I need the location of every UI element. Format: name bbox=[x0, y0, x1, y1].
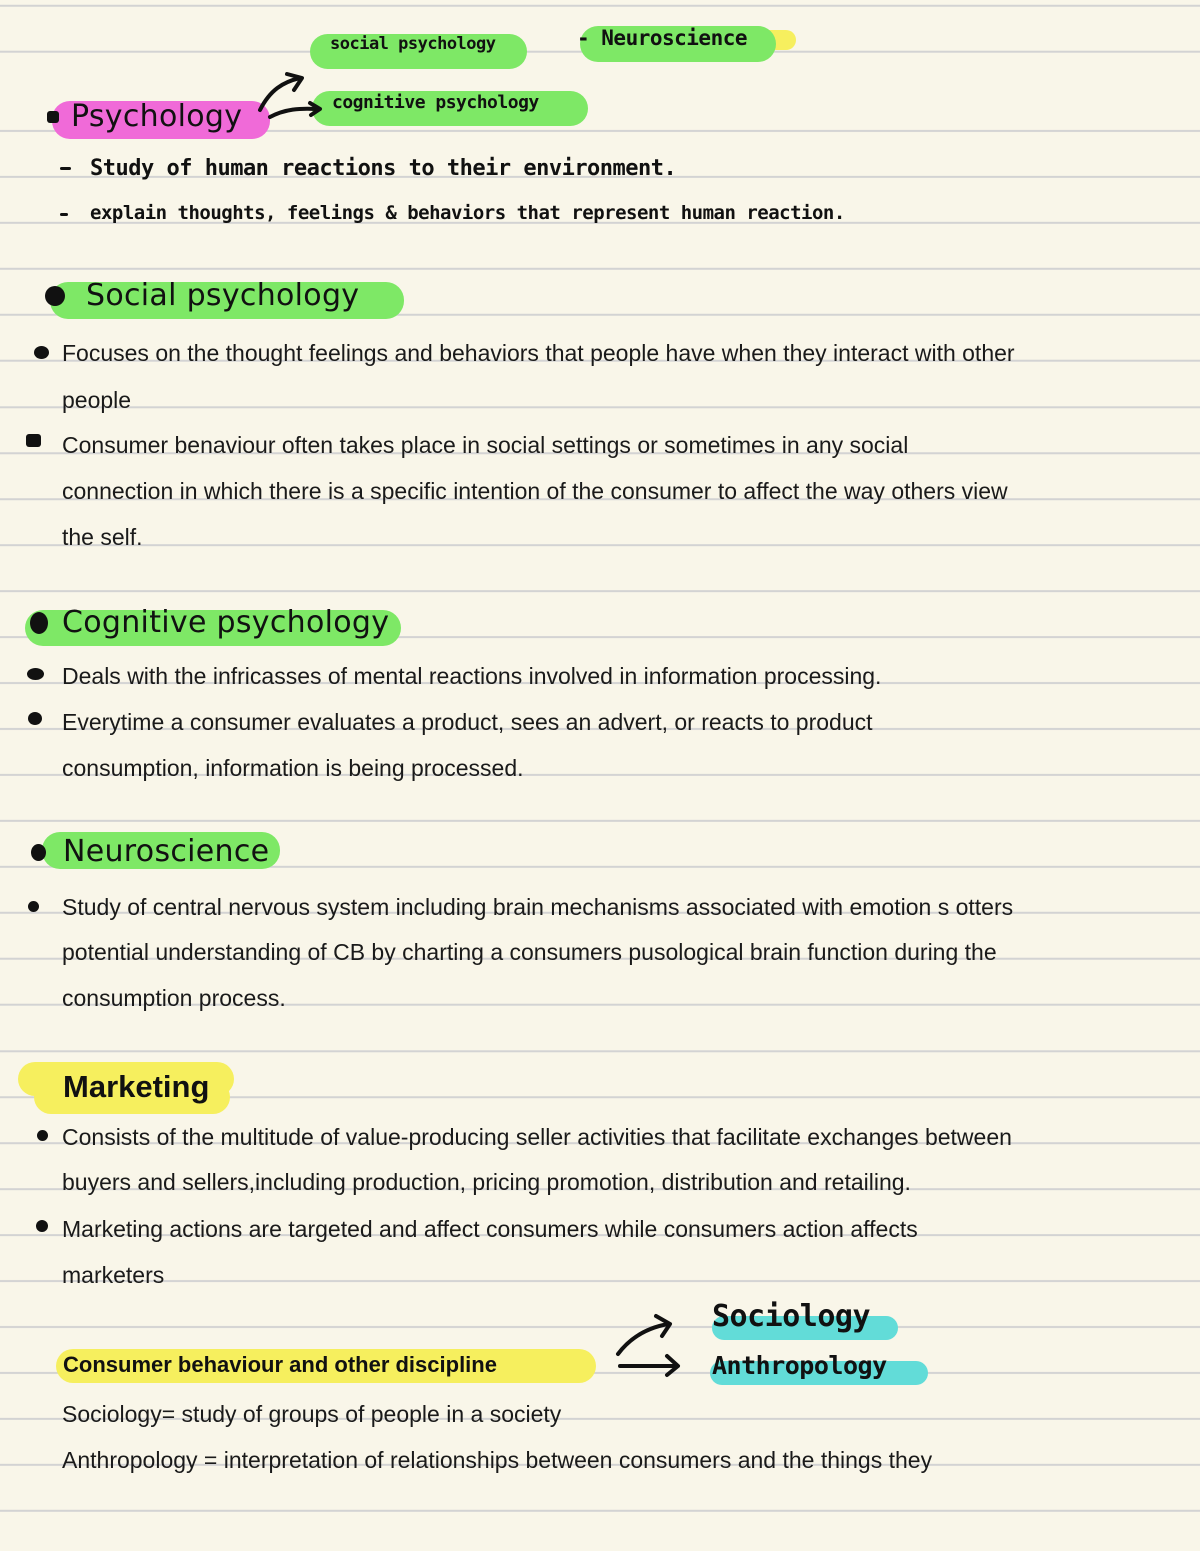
discipline-title: Consumer behaviour and other discipline bbox=[63, 1352, 497, 1377]
neuroscience-line-2: potential understanding of CB by charting a consumers pusological brain function during the bbox=[62, 939, 997, 965]
social-line-1: Focuses on the thought feelings and behaviors that people have when they interact with other bbox=[62, 340, 1015, 366]
discipline-line-2: Anthropology = interpretation of relationships between consumers and the things they bbox=[62, 1447, 933, 1473]
bullet-neuroscience-title bbox=[31, 844, 46, 861]
social-line-3: Consumer benaviour often takes place in social settings or sometimes in any social bbox=[62, 432, 909, 458]
marketing-line-1: Consists of the multitude of value-producing seller activities that facilitate exchanges between bbox=[62, 1124, 1012, 1150]
psych-note-2: explain thoughts, feelings & behaviors that represent human reaction. bbox=[90, 202, 845, 224]
cognitive-line-1: Deals with the infricasses of mental reactions involved in information processing. bbox=[62, 663, 882, 689]
bullet-social-title bbox=[45, 286, 65, 306]
header-tag-neuroscience: - Neuroscience bbox=[577, 26, 748, 50]
bullet-social-2 bbox=[26, 434, 41, 447]
bullet-cognitive-1 bbox=[27, 668, 44, 680]
neuroscience-line-3: consumption process. bbox=[62, 985, 286, 1011]
psych-note-1: Study of human reactions to their environment. bbox=[90, 156, 677, 181]
bullet-psychology bbox=[47, 111, 59, 123]
branch-anthropology: Anthropology bbox=[712, 1351, 887, 1380]
marketing-title: Marketing bbox=[63, 1069, 210, 1104]
dash-psych-note-1 bbox=[60, 167, 71, 170]
header-tag-social-psychology: social psychology bbox=[330, 34, 496, 54]
dash-psych-note-2 bbox=[60, 213, 68, 216]
social-psychology-title: Social psychology bbox=[86, 278, 360, 313]
bullet-social-1 bbox=[34, 346, 49, 359]
cognitive-line-3: consumption, information is being processed. bbox=[62, 755, 524, 781]
social-line-4: connection in which there is a specific intention of the consumer to affect the way others view bbox=[62, 478, 1008, 504]
branch-sociology: Sociology bbox=[712, 1299, 871, 1334]
marketing-line-3: Marketing actions are targeted and affect consumers while consumers action affects bbox=[62, 1216, 918, 1242]
header-tag-cognitive-psychology: cognitive psychology bbox=[332, 92, 539, 113]
neuroscience-line-1: Study of central nervous system including brain mechanisms associated with emotion s otters bbox=[62, 894, 1014, 920]
discipline-line-1: Sociology= study of groups of people in a society bbox=[62, 1401, 562, 1427]
marketing-line-2: buyers and sellers,including production, pricing promotion, distribution and retailing. bbox=[62, 1169, 911, 1195]
bullet-neuroscience-1 bbox=[28, 901, 39, 912]
social-line-5: the self. bbox=[62, 524, 143, 550]
cognitive-psychology-title: Cognitive psychology bbox=[62, 605, 390, 640]
bullet-cognitive-2 bbox=[28, 712, 42, 725]
bullet-cognitive-title bbox=[30, 612, 48, 634]
psychology-title: Psychology bbox=[71, 99, 243, 134]
arrow-to-anthropology-icon bbox=[615, 1350, 690, 1380]
social-line-2: people bbox=[62, 387, 132, 413]
bullet-marketing-2 bbox=[36, 1220, 48, 1232]
arrow-to-cognitive-icon bbox=[265, 95, 335, 125]
neuroscience-title: Neuroscience bbox=[63, 834, 270, 869]
marketing-line-4: marketers bbox=[62, 1262, 165, 1288]
bullet-marketing-1 bbox=[37, 1130, 48, 1141]
cognitive-line-2: Everytime a consumer evaluates a product, sees an advert, or reacts to product bbox=[62, 709, 873, 735]
